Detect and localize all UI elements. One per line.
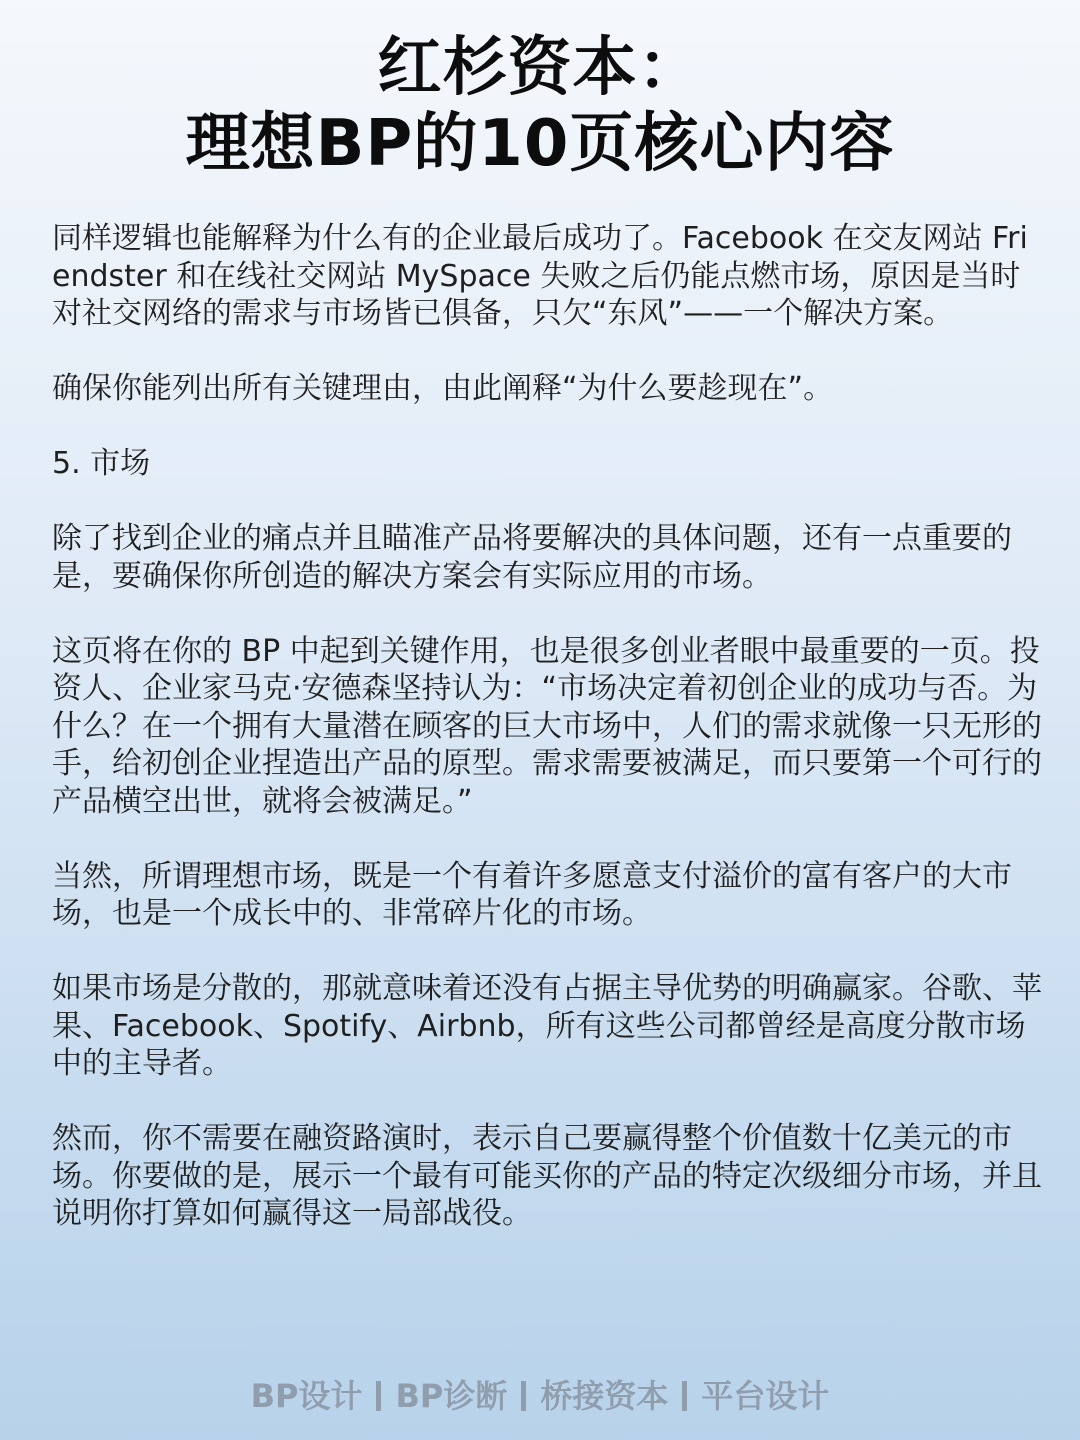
footer-watermark	[0, 1376, 1080, 1416]
footer-item-bridge-capital: 桥接资本	[540, 1377, 669, 1415]
footer-separator	[376, 1381, 381, 1411]
footer-item-bp-design: BP设计	[250, 1377, 363, 1415]
title-line-2: 理想BP的10页核心内容	[185, 107, 895, 181]
section-heading-market: 5. 市场	[52, 446, 151, 481]
paragraph-sub-segment: 然而，你不需要在融资路演时，表示自己要赢得整个价值数十亿美元的市场。你要做的是，展示一个最有可能买你的产品的特定次级细分市场，并且说明你打算如何赢得这一局部战役。	[52, 1121, 1042, 1231]
paragraph-why-now: 确保你能列出所有关键理由，由此阐释“为什么要趁现在”。	[52, 371, 834, 406]
article-body	[52, 220, 1042, 1270]
title-line-1: 红杉资本：	[377, 31, 703, 105]
footer-item-platform-design: 平台设计	[701, 1377, 830, 1415]
paragraph-andreessen-quote: 这页将在你的 BP 中起到关键作用，也是很多创业者眼中最重要的一页。投资人、企业家马克·安德森坚持认为：“市场决定着初创企业的成功与否。为什么？在一个拥有大量潜在顾客的巨大市场中，人们的需求就像一只无形的手，给初创企业捏造出产品的原型。需求需要被满足，而只要第一个可行的产品横空出世，就将会被满足。”	[52, 633, 1042, 819]
paragraph-ideal-market: 当然，所谓理想市场，既是一个有着许多愿意支付溢价的富有客户的大市场，也是一个成长中的、非常碎片化的市场。	[52, 858, 1012, 931]
paragraph-fragmented-market: 如果市场是分散的，那就意味着还没有占据主导优势的明确赢家。谷歌、苹果、Facebook、Spotify、Airbnb，所有这些公司都曾经是高度分散市场中的主导者。	[52, 971, 1042, 1081]
footer-separator	[521, 1381, 526, 1411]
paragraph-facebook: 同样逻辑也能解释为什么有的企业最后成功了。Facebook 在交友网站 Friendster 和在线社交网站 MySpace 失败之后仍能点燃市场，原因是当时对社交网络的需求与市场皆已俱备，只欠“东风”——一个解决方案。	[52, 221, 1028, 331]
footer-item-bp-diagnosis: BP诊断	[395, 1377, 508, 1415]
paragraph-market-intro: 除了找到企业的痛点并且瞄准产品将要解决的具体问题，还有一点重要的是，要确保你所创造的解决方案会有实际应用的市场。	[52, 521, 1012, 594]
page-title	[0, 30, 1080, 182]
footer-separator	[682, 1381, 687, 1411]
